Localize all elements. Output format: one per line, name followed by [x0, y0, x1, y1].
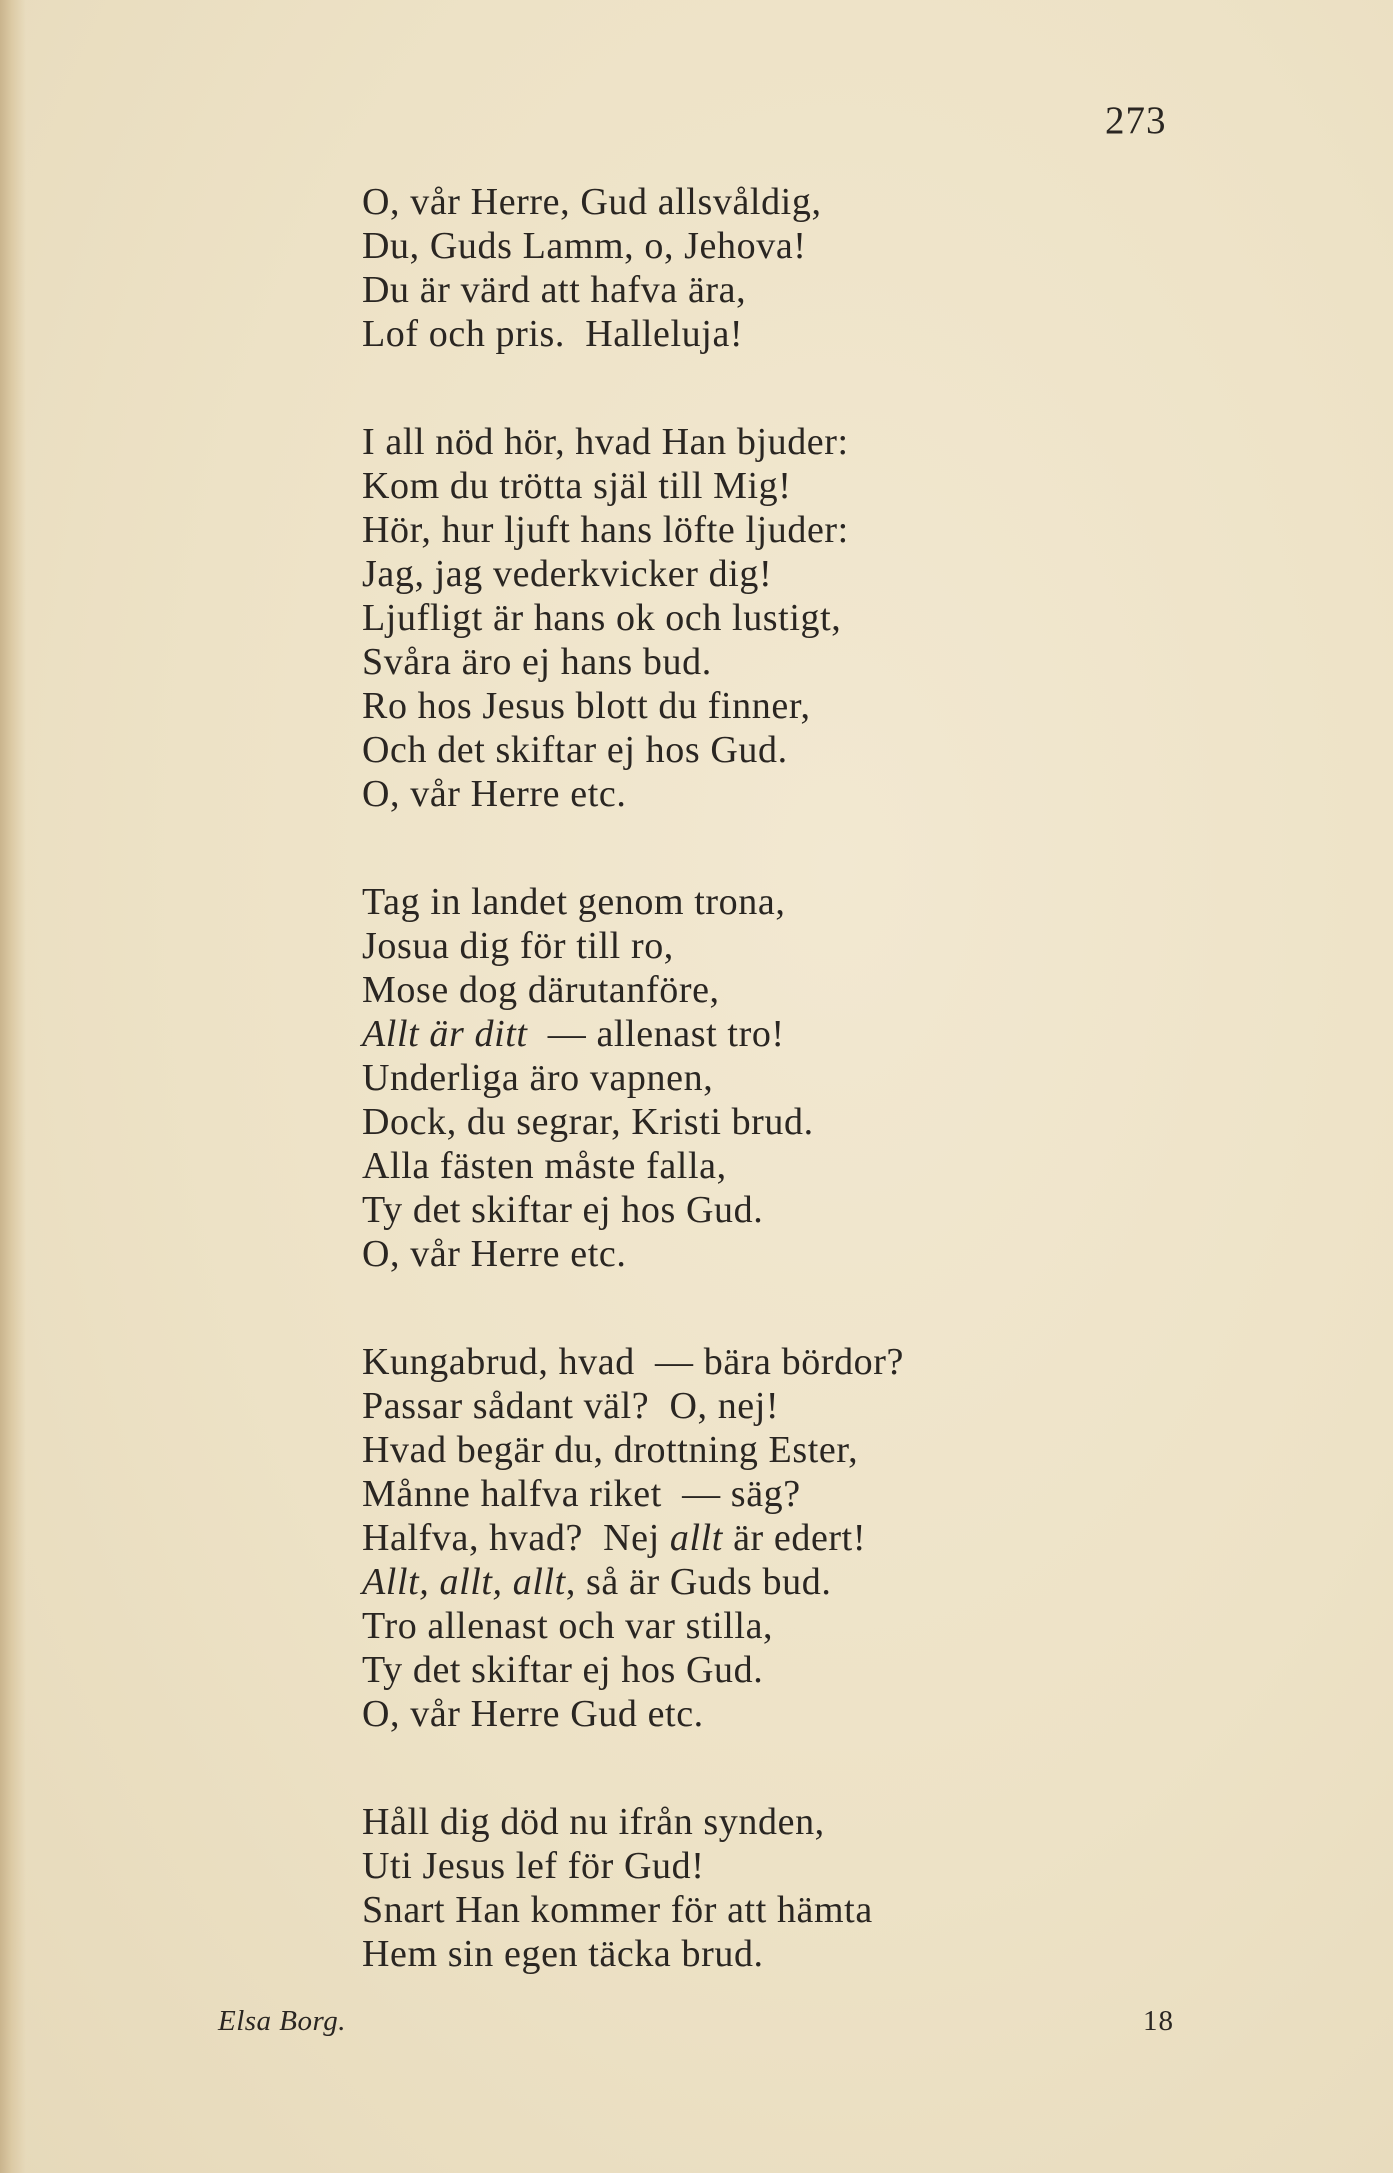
- italic-text: Allt, allt, allt: [362, 1561, 566, 1603]
- poem-line: [362, 1188, 1262, 1232]
- line-text: Ljufligt är hans ok och lustigt,: [362, 597, 842, 639]
- line-text: I all nöd hör, hvad Han bjuder:: [362, 421, 849, 463]
- poem-line: [362, 640, 1262, 684]
- poem-line: [362, 552, 1262, 596]
- poem-line: [362, 1844, 1262, 1888]
- line-text: O, vår Herre etc.: [362, 1233, 627, 1275]
- line-text: Uti Jesus lef för Gud!: [362, 1845, 705, 1887]
- stanza: [362, 420, 1262, 816]
- line-text: Underliga äro vapnen,: [362, 1057, 714, 1099]
- line-text: Håll dig död nu ifrån synden,: [362, 1801, 825, 1843]
- line-text: Ty det skiftar ej hos Gud.: [362, 1189, 764, 1231]
- spine-shadow: [0, 0, 26, 2173]
- line-text: , så är Guds bud.: [565, 1561, 832, 1603]
- author-signature: Elsa Borg.: [218, 2005, 346, 2037]
- italic-text: allt: [669, 1517, 723, 1559]
- line-text: Mose dog därutanföre,: [362, 969, 720, 1011]
- line-text: Hvad begär du, drottning Ester,: [362, 1429, 859, 1471]
- line-text: Snart Han kommer för att hämta: [362, 1889, 873, 1931]
- poem-line: [362, 1648, 1262, 1692]
- poem-line: [362, 1384, 1262, 1428]
- poem: [362, 180, 1262, 2040]
- poem-line: [362, 180, 1262, 224]
- line-text: Hör, hur ljuft hans löfte ljuder:: [362, 509, 849, 551]
- line-text: Ty det skiftar ej hos Gud.: [362, 1649, 764, 1691]
- line-text: Dock, du segrar, Kristi brud.: [362, 1101, 814, 1143]
- poem-line: [362, 596, 1262, 640]
- poem-line: [362, 268, 1262, 312]
- stanza: [362, 880, 1262, 1276]
- line-text: O, vår Herre etc.: [362, 773, 627, 815]
- line-text: Alla fästen måste falla,: [362, 1145, 727, 1187]
- poem-line: [362, 968, 1262, 1012]
- poem-line: [362, 1100, 1262, 1144]
- line-text: Månne halfva riket — säg?: [362, 1473, 801, 1515]
- line-text: Halfva, hvad? Nej: [362, 1517, 670, 1559]
- poem-line: [362, 1232, 1262, 1276]
- line-text: Ro hos Jesus blott du finner,: [362, 685, 811, 727]
- poem-line: [362, 684, 1262, 728]
- line-text: Tag in landet genom trona,: [362, 881, 786, 923]
- line-text: Kungabrud, hvad — bära bördor?: [362, 1341, 904, 1383]
- stanza: [362, 1340, 1262, 1736]
- poem-line: [362, 1604, 1262, 1648]
- poem-line: [362, 312, 1262, 356]
- italic-text: Allt är ditt: [362, 1013, 528, 1055]
- line-text: Jag, jag vederkvicker dig!: [362, 553, 773, 595]
- poem-line: [362, 1888, 1262, 1932]
- line-text: — allenast tro!: [527, 1013, 785, 1055]
- poem-line: [362, 924, 1262, 968]
- poem-line: [362, 224, 1262, 268]
- poem-line: [362, 1144, 1262, 1188]
- poem-line: [362, 508, 1262, 552]
- poem-line: [362, 1800, 1262, 1844]
- poem-line: [362, 1428, 1262, 1472]
- poem-line: [362, 1340, 1262, 1384]
- poem-line: [362, 1056, 1262, 1100]
- poem-line: [362, 1692, 1262, 1736]
- line-text: Passar sådant väl? O, nej!: [362, 1385, 780, 1427]
- poem-line: [362, 1932, 1262, 1976]
- line-text: O, vår Herre Gud etc.: [362, 1693, 704, 1735]
- stanza: [362, 180, 1262, 356]
- line-text: Josua dig för till ro,: [362, 925, 674, 967]
- poem-line: [362, 1516, 1262, 1560]
- line-text: Hem sin egen täcka brud.: [362, 1933, 764, 1975]
- line-text: Och det skiftar ej hos Gud.: [362, 729, 788, 771]
- line-text: Kom du trötta själ till Mig!: [362, 465, 792, 507]
- line-text: Lof och pris. Halleluja!: [362, 313, 744, 355]
- line-text: O, vår Herre, Gud allsvåldig,: [362, 181, 822, 223]
- poem-line: [362, 464, 1262, 508]
- line-text: Du, Guds Lamm, o, Jehova!: [362, 225, 807, 267]
- poem-line: [362, 1472, 1262, 1516]
- signature-mark: 18: [1143, 2005, 1174, 2037]
- poem-line: [362, 420, 1262, 464]
- line-text: Svåra äro ej hans bud.: [362, 641, 712, 683]
- line-text: är edert!: [722, 1517, 867, 1559]
- poem-line: [362, 772, 1262, 816]
- poem-line: [362, 1560, 1262, 1604]
- poem-line: [362, 1012, 1262, 1056]
- stanza: [362, 1800, 1262, 1976]
- poem-line: [362, 728, 1262, 772]
- line-text: Tro allenast och var stilla,: [362, 1605, 774, 1647]
- poem-line: [362, 880, 1262, 924]
- page-number: 273: [1105, 99, 1167, 142]
- line-text: Du är värd att hafva ära,: [362, 269, 747, 311]
